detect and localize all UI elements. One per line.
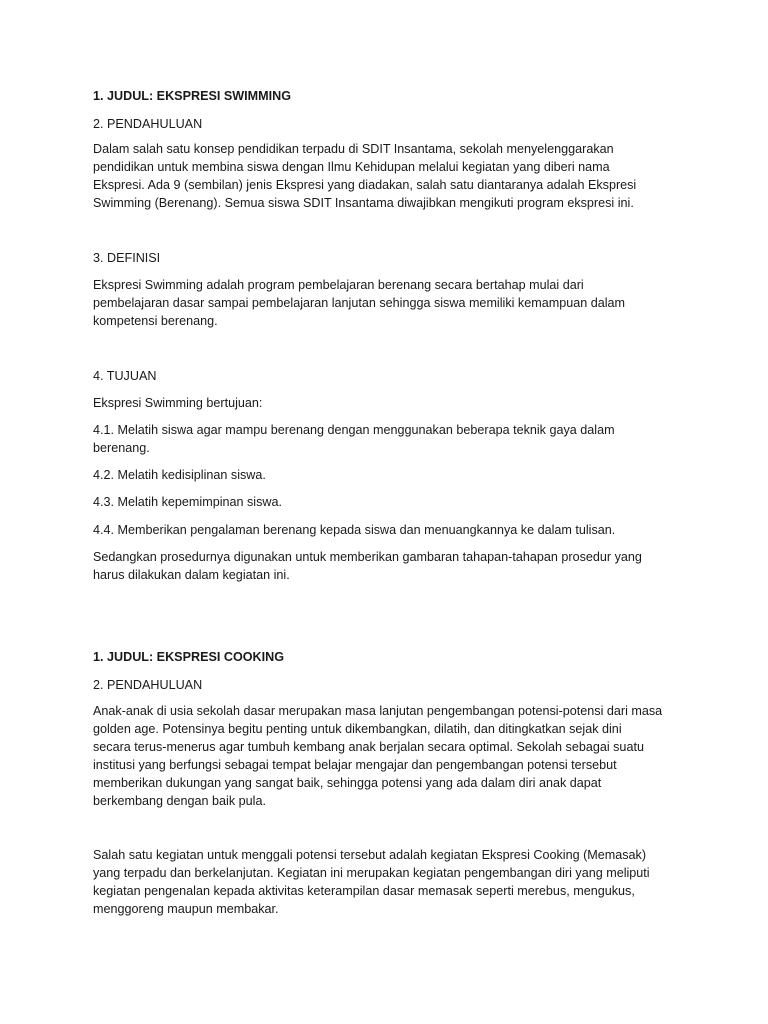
swimming-tujuan-item: 4.3. Melatih kepemimpinan siswa. [93,495,282,509]
cooking-paragraph1-line: golden age. Potensinya begitu penting untuk dikembangkan, dilatih, dan ditingkatkan sejak dini [93,722,622,736]
swimming-pendahuluan-heading: 2. PENDAHULUAN [93,117,203,131]
swimming-definisi-heading: 3. DEFINISI [93,251,161,265]
swimming-definisi-line: kompetensi berenang. [93,314,218,328]
cooking-paragraph2-line: kegiatan pengenalan kepada aktivitas keterampilan dasar memasak seperti merebus, mengukus, [93,884,635,898]
swimming-tujuan-item: 4.4. Memberikan pengalaman berenang kepada siswa dan menuangkannya ke dalam tulisan. [93,523,616,537]
swimming-tujuan-heading: 4. TUJUAN [93,369,157,383]
swimming-prosedur-line: Sedangkan prosedurnya digunakan untuk memberikan gambaran tahapan-tahapan prosedur yang [93,550,642,564]
cooking-paragraph1-line: berkembang dengan baik pula. [93,794,266,808]
cooking-paragraph2-line: Salah satu kegiatan untuk menggali potensi tersebut adalah kegiatan Ekspresi Cooking (Memasak) [93,848,647,862]
cooking-paragraph2-line: menggoreng maupun membakar. [93,902,279,916]
swimming-pendahuluan-line: pendidikan untuk membina siswa dengan Ilmu Kehidupan melalui kegiatan yang diberi nama [93,160,610,174]
swimming-pendahuluan-line: Dalam salah satu konsep pendidikan terpadu di SDIT Insantama, sekolah menyelenggarakan [93,142,614,156]
cooking-paragraph2-line: yang terpadu dan berkelanjutan. Kegiatan ini merupakan kegiatan pengembangan diri yang meliputi [93,866,650,880]
cooking-paragraph1-line: memberikan dukungan yang sangat baik, sehingga potensi yang ada dalam diri anak dapat [93,776,602,790]
swimming-tujuan-item: 4.1. Melatih siswa agar mampu berenang dengan menggunakan beberapa teknik gaya dalam [93,423,615,437]
cooking-paragraph1-line: institusi yang berfungsi sebagai tempat belajar mengajar dan pengembangan potensi tersebut [93,758,617,772]
swimming-definisi-line: pembelajaran dasar sampai pembelajaran lanjutan sehingga siswa memiliki kemampuan dalam [93,296,626,310]
swimming-tujuan-item: 4.2. Melatih kedisiplinan siswa. [93,468,266,482]
swimming-prosedur-line: harus dilakukan dalam kegiatan ini. [93,568,290,582]
swimming-tujuan-item: berenang. [93,441,150,455]
cooking-paragraph1-line: secara terus-menerus agar tumbuh kembang anak berjalan secara optimal. Sekolah sebagai suatu [93,740,644,754]
swimming-tujuan-intro: Ekspresi Swimming bertujuan: [93,396,263,410]
cooking-paragraph1-line: Anak-anak di usia sekolah dasar merupakan masa lanjutan pengembangan potensi-potensi dari masa [93,704,663,718]
cooking-title: 1. JUDUL: EKSPRESI COOKING [93,650,285,664]
swimming-pendahuluan-line: Swimming (Berenang). Semua siswa SDIT Insantama diwajibkan mengikuti program ekspresi ini. [93,196,634,210]
swimming-title: 1. JUDUL: EKSPRESI SWIMMING [93,89,292,103]
swimming-definisi-line: Ekspresi Swimming adalah program pembelajaran berenang secara bertahap mulai dari [93,278,584,292]
swimming-pendahuluan-line: Ekspresi. Ada 9 (sembilan) jenis Ekspresi yang diadakan, salah satu diantaranya adalah Ekspresi [93,178,637,192]
cooking-pendahuluan-heading: 2. PENDAHULUAN [93,678,203,692]
